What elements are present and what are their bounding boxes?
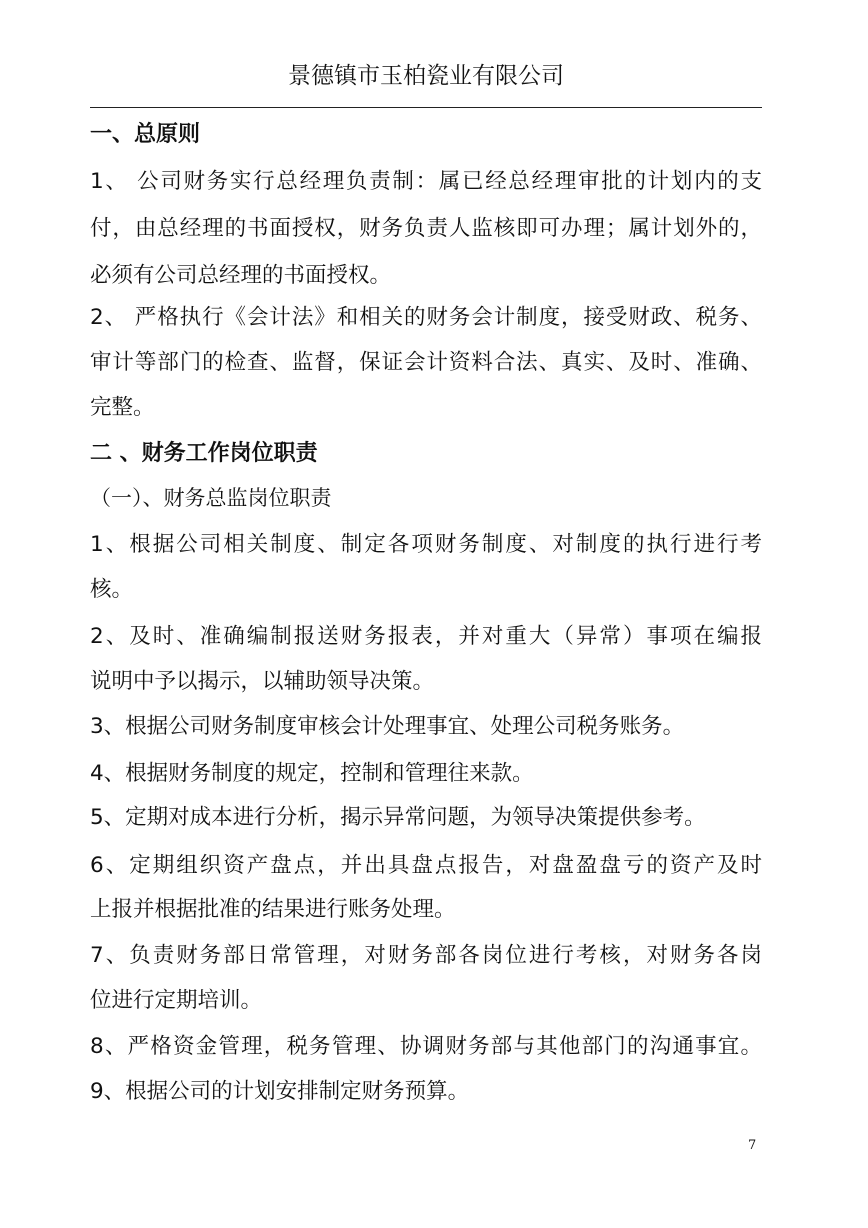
paragraph-line: 核。 [90,577,134,602]
paragraph-line: 6、定期组织资产盘点，并出具盘点报告，对盘盈盘亏的资产及时 [90,853,762,878]
paragraph-line: 必须有公司总经理的书面授权。 [90,263,392,288]
paragraph-line: 3、根据公司财务制度审核会计处理事宜、处理公司税务账务。 [90,714,685,739]
subsection-heading-cfo-duties: （一）、财务总监岗位职责 [90,486,332,510]
paragraph-line: 5、定期对成本进行分析，揭示异常问题，为领导决策提供参考。 [90,805,706,830]
paragraph-line: 8、严格资金管理，税务管理、协调财务部与其他部门的沟通事宜。 [90,1034,762,1059]
paragraph-line: 审计等部门的检查、监督，保证会计资料合法、真实、及时、准确、 [90,350,762,375]
paragraph-line: 7、负责财务部日常管理，对财务部各岗位进行考核，对财务各岗 [90,943,762,968]
paragraph-line: 9、根据公司的计划安排制定财务预算。 [90,1079,470,1104]
section-heading-general-principles: 一、总原则 [90,122,201,147]
paragraph-line: 1、 公司财务实行总经理负责制：属已经总经理审批的计划内的支 [90,169,762,194]
paragraph-line: 完整。 [90,395,155,420]
header-divider [90,107,762,108]
paragraph-line: 说明中予以揭示，以辅助领导决策。 [90,669,435,694]
paragraph-line: 1、根据公司相关制度、制定各项财务制度、对制度的执行进行考 [90,532,762,557]
page-number: 7 [748,1138,757,1153]
paragraph-line: 上报并根据批准的结果进行账务处理。 [90,897,456,922]
paragraph-line: 2、及时、准确编制报送财务报表，并对重大（异常）事项在编报 [90,624,762,649]
paragraph-line: 付，由总经理的书面授权，财务负责人监核即可办理；属计划外的， [90,216,762,241]
paragraph-line: 4、根据财务制度的规定，控制和管理往来款。 [90,761,534,786]
section-heading-job-duties: 二 、财务工作岗位职责 [90,441,318,466]
paragraph-line: 位进行定期培训。 [90,988,263,1013]
paragraph-line: 2、 严格执行《会计法》和相关的财务会计制度，接受财政、税务、 [90,305,762,330]
company-header: 景德镇市玉柏瓷业有限公司 [288,63,564,89]
